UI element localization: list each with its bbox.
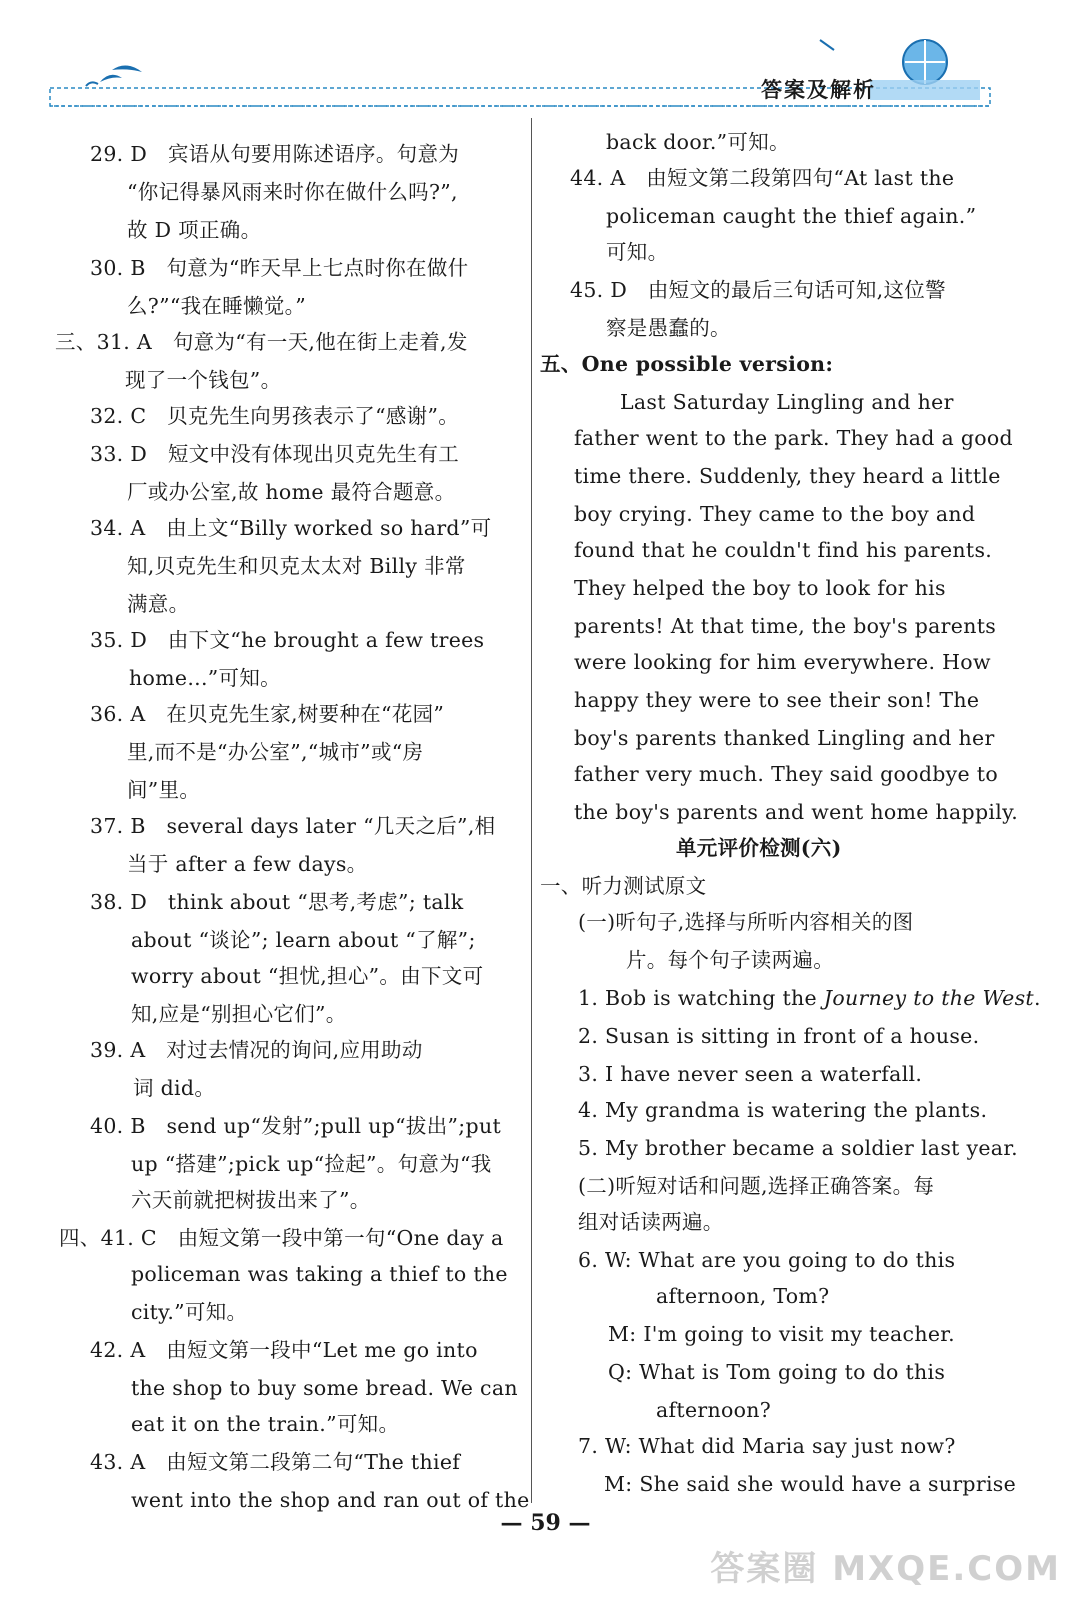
text-line: the boy's parents and went home happily. bbox=[574, 800, 1019, 824]
text-line: 43. A 由短文第二段第二句“The thief bbox=[90, 1450, 461, 1474]
text-line: city.”可知。 bbox=[131, 1300, 248, 1324]
text-line: They helped the boy to look for his bbox=[574, 576, 946, 600]
text-line: parents! At that time, the boy's parents bbox=[574, 614, 997, 638]
text-line: 知,贝克先生和贝克太太对 Billy 非常 bbox=[127, 554, 466, 578]
text-line: went into the shop and ran out of the bbox=[131, 1488, 530, 1512]
text-line: 里,而不是“办公室”,“城市”或“房 bbox=[127, 740, 424, 764]
header-title: 答案及解析 bbox=[761, 78, 876, 102]
text-line: 33. D 短文中没有体现出贝克先生有工 bbox=[90, 442, 460, 466]
text-line: the shop to buy some bread. We can bbox=[131, 1376, 518, 1400]
watermark-logo: 答案圈 MXQE.COM bbox=[710, 1549, 1061, 1589]
text-line: 四、41. C 由短文第一段中第一句“One day a bbox=[59, 1226, 504, 1250]
text-line: boy's parents thanked Lingling and her bbox=[574, 726, 995, 750]
text-line: afternoon, Tom? bbox=[656, 1284, 830, 1308]
page-number: — 59 — bbox=[500, 1510, 591, 1536]
text-line: 3. I have never seen a waterfall. bbox=[578, 1062, 923, 1086]
text-line: 39. A 对过去情况的询问,应用助动 bbox=[90, 1038, 423, 1062]
globe-icon bbox=[870, 40, 980, 100]
birds-icon bbox=[86, 65, 142, 86]
text-line: up “搭建”;pick up“捡起”。句意为“我 bbox=[131, 1152, 492, 1176]
text-line: 32. C 贝克先生向男孩表示了“感谢”。 bbox=[90, 404, 460, 428]
text-line: found that he couldn't find his parents. bbox=[574, 538, 993, 562]
text-line: M: I'm going to visit my teacher. bbox=[608, 1322, 955, 1346]
text-line: 察是愚蠢的。 bbox=[606, 316, 731, 340]
text-line: eat it on the train.”可知。 bbox=[131, 1412, 400, 1436]
text-line: (一)听句子,选择与所听内容相关的图 bbox=[578, 910, 914, 934]
text-line: 35. D 由下文“he brought a few trees bbox=[90, 628, 485, 652]
text-line: 2. Susan is sitting in front of a house. bbox=[578, 1024, 980, 1048]
text-line: 30. B 句意为“昨天早上七点时你在做什 bbox=[90, 256, 469, 280]
text-line: 片。每个句子读两遍。 bbox=[626, 948, 834, 972]
text-line: 词 did。 bbox=[133, 1076, 216, 1100]
text-line: M: She said she would have a surprise bbox=[604, 1472, 1017, 1496]
text-line: 知,应是“别担心它们”。 bbox=[131, 1002, 347, 1026]
text-line: 44. A 由短文第二段第四句“At last the bbox=[570, 166, 955, 190]
text-line: father very much. They said goodbye to bbox=[574, 762, 998, 786]
text-line: 4. My grandma is watering the plants. bbox=[578, 1098, 988, 1122]
text-line: 三、31. A 句意为“有一天,他在街上走着,发 bbox=[55, 330, 468, 354]
text-line: Q: What is Tom going to do this bbox=[608, 1360, 946, 1384]
text-line: 42. A 由短文第一段中“Let me go into bbox=[90, 1338, 478, 1362]
text-line: father went to the park. They had a good bbox=[574, 426, 1013, 450]
text-line: 40. B send up“发射”;pull up“拔出”;put bbox=[90, 1114, 501, 1138]
text-line: 间”里。 bbox=[127, 778, 201, 802]
text-line: 故 D 项正确。 bbox=[127, 218, 262, 242]
page-header bbox=[0, 0, 1091, 120]
text-line: were looking for him everywhere. How bbox=[574, 650, 991, 674]
text-line: 6. W: What are you going to do this bbox=[578, 1248, 956, 1272]
text-line: 29. D 宾语从句要用陈述语序。句意为 bbox=[90, 142, 460, 166]
text-line: 满意。 bbox=[127, 592, 190, 616]
text-line: 六天前就把树拔出来了”。 bbox=[131, 1188, 371, 1212]
text-line: 45. D 由短文的最后三句话可知,这位警 bbox=[570, 278, 946, 302]
text-line: happy they were to see their son! The bbox=[574, 688, 980, 712]
text-line: 单元评价检测(六) bbox=[676, 836, 842, 860]
text-line: 组对话读两遍。 bbox=[578, 1210, 724, 1234]
text-line: 五、One possible version: bbox=[540, 352, 834, 376]
text-line: 36. A 在贝克先生家,树要种在“花园” bbox=[90, 702, 445, 726]
text-line: Last Saturday Lingling and her bbox=[620, 390, 954, 414]
text-line: 37. B several days later “几天之后”,相 bbox=[90, 814, 496, 838]
text-line: 7. W: What did Maria say just now? bbox=[578, 1434, 956, 1458]
text-line: 厂或办公室,故 home 最符合题意。 bbox=[127, 480, 456, 504]
text-line: policeman caught the thief again.” bbox=[606, 204, 977, 228]
text-line: 么?”“我在睡懒觉。” bbox=[127, 294, 306, 318]
text-line: about “谈论”; learn about “了解”; bbox=[131, 928, 476, 952]
text-line: 现了一个钱包”。 bbox=[125, 368, 282, 392]
text-line: home...”可知。 bbox=[129, 666, 281, 690]
text-line: boy crying. They came to the boy and bbox=[574, 502, 976, 526]
text-line: 1. Bob is watching the Journey to the West. bbox=[578, 986, 1041, 1010]
text-line: 当于 after a few days。 bbox=[127, 852, 368, 876]
column-divider bbox=[531, 118, 532, 1503]
text-line: afternoon? bbox=[656, 1398, 772, 1422]
text-line: (二)听短对话和问题,选择正确答案。每 bbox=[578, 1174, 935, 1198]
header-decoration bbox=[0, 0, 1091, 120]
text-line: time there. Suddenly, they heard a little bbox=[574, 464, 1001, 488]
text-line: “你记得暴风雨来时你在做什么吗?”, bbox=[127, 180, 458, 204]
text-line: 38. D think about “思考,考虑”; talk bbox=[90, 890, 464, 914]
text-line: back door.”可知。 bbox=[606, 130, 790, 154]
text-line: 5. My brother became a soldier last year. bbox=[578, 1136, 1018, 1160]
text-line: 一、听力测试原文 bbox=[540, 874, 707, 898]
text-line: policeman was taking a thief to the bbox=[131, 1262, 508, 1286]
text-line: 34. A 由上文“Billy worked so hard”可 bbox=[90, 516, 492, 540]
text-line: worry about “担忧,担心”。由下文可 bbox=[131, 964, 484, 988]
text-line: 可知。 bbox=[606, 240, 669, 264]
